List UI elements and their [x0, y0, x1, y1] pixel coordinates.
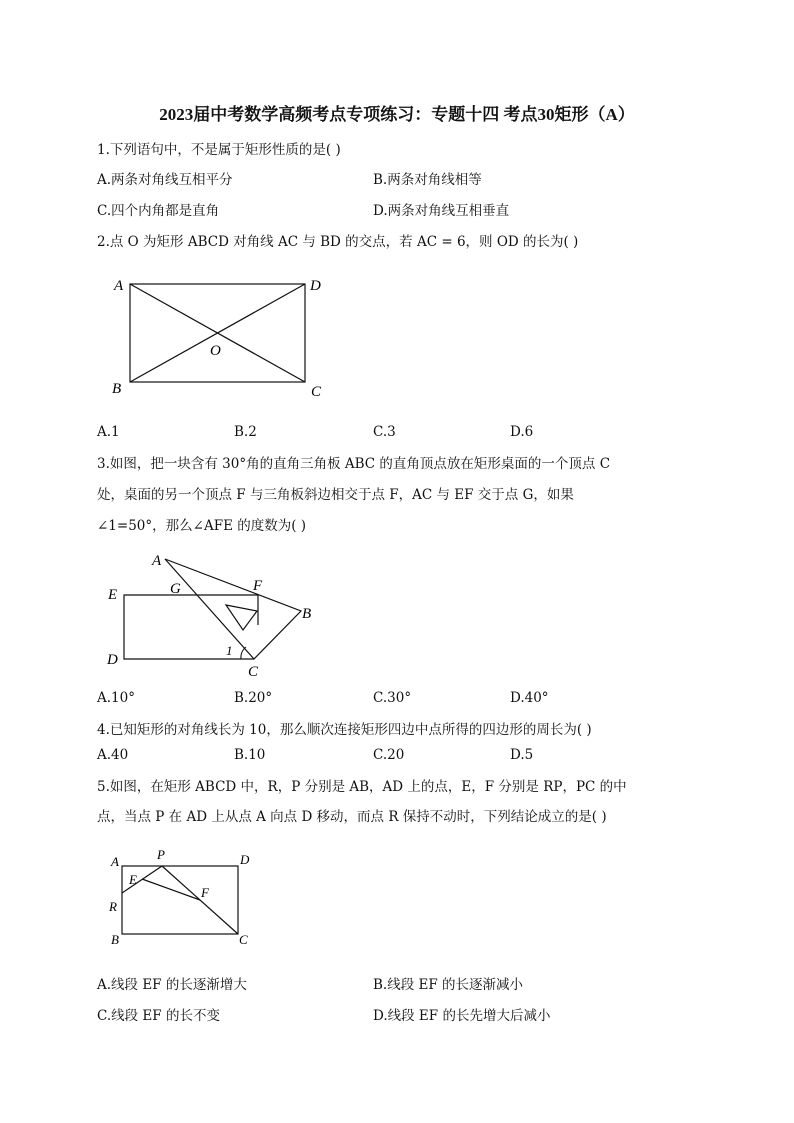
label-e: E [108, 587, 118, 603]
label-d: D [310, 278, 321, 294]
label-g: G [170, 581, 181, 597]
label-r: R [109, 899, 117, 914]
label-b: B [111, 932, 119, 947]
label-1: 1 [226, 643, 233, 658]
q4-option-d: D.5 [510, 747, 534, 763]
question-3-stem-line-3: ∠1=50°，那么∠AFE 的度数为( ) [97, 518, 307, 534]
question-5-stem-line-1: 5.如图，在矩形 ABCD 中，R，P 分别是 AB，AD 上的点，E，F 分别是 RP，PC 的中 [97, 779, 627, 795]
q1-option-b: B.两条对角线相等 [373, 172, 482, 188]
inner-triangle-hole [226, 605, 257, 630]
label-e: E [129, 872, 137, 887]
q4-option-b: B.10 [234, 747, 266, 763]
question-5-stem-line-2: 点，当点 P 在 AD 上从点 A 向点 D 移动，而点 R 保持不动时，下列结论成立的是( ) [97, 809, 607, 825]
label-a: A [152, 553, 162, 569]
question-2-stem: 2.点 O 为矩形 ABCD 对角线 AC 与 BD 的交点，若 AC = 6，则 OD 的长为( ) [97, 234, 579, 250]
question-3-stem-line-2: 处，桌面的另一个顶点 F 与三角板斜边相交于点 F，AC 与 EF 交于点 G，如果 [97, 487, 574, 503]
q2-option-d: D.6 [510, 424, 534, 440]
q2-option-b: B.2 [234, 424, 257, 440]
q5-option-b: B.线段 EF 的长逐渐减小 [373, 977, 524, 993]
q5-option-a: A.线段 EF 的长逐渐增大 [97, 977, 247, 993]
q3-option-d: D.40° [510, 690, 549, 706]
label-b: B [112, 381, 122, 397]
label-a: A [111, 854, 119, 869]
rectangle-abcd [122, 866, 238, 934]
label-o: O [210, 343, 221, 359]
q2-option-c: C.3 [373, 424, 396, 440]
label-c: C [239, 932, 248, 947]
label-b: B [302, 606, 312, 622]
q4-option-c: C.20 [373, 747, 405, 763]
q1-option-d: D.两条对角线互相垂直 [373, 203, 510, 219]
q2-rectangle-figure [100, 270, 340, 405]
q1-option-a: A.两条对角线互相平分 [97, 172, 233, 188]
q3-triangle-figure [100, 545, 330, 685]
label-f: F [253, 578, 263, 594]
q2-option-a: A.1 [97, 424, 120, 440]
label-d: D [107, 652, 118, 668]
label-d: D [240, 852, 250, 867]
q4-option-a: A.40 [97, 747, 129, 763]
table-rectangle [124, 595, 258, 659]
q5-rectangle-figure [100, 845, 270, 950]
label-c: C [311, 384, 322, 400]
question-4-stem: 4.已知矩形的对角线长为 10，那么顺次连接矩形四边中点所得的四边形的周长为( ) [97, 722, 592, 738]
segment-ef [142, 879, 200, 900]
question-1-stem: 1.下列语句中，不是属于矩形性质的是( ) [97, 142, 341, 158]
q3-option-c: C.30° [373, 690, 412, 706]
label-f: F [201, 885, 209, 900]
label-p: P [157, 847, 165, 862]
triangle-abc [165, 559, 301, 659]
q3-option-a: A.10° [97, 690, 135, 706]
q5-option-d: D.线段 EF 的长先增大后减小 [373, 1008, 551, 1024]
question-3-stem-line-1: 3.如图，把一块含有 30°角的直角三角板 ABC 的直角顶点放在矩形桌面的一个顶点 C [97, 456, 611, 472]
page-title: 2023届中考数学高频考点专项练习：专题十四 考点30矩形（A） [159, 105, 635, 124]
label-c: C [248, 664, 259, 680]
q1-option-c: C.四个内角都是直角 [97, 203, 220, 219]
q5-option-c: C.线段 EF 的长不变 [97, 1008, 220, 1024]
label-a: A [114, 278, 124, 294]
q3-option-b: B.20° [234, 690, 273, 706]
